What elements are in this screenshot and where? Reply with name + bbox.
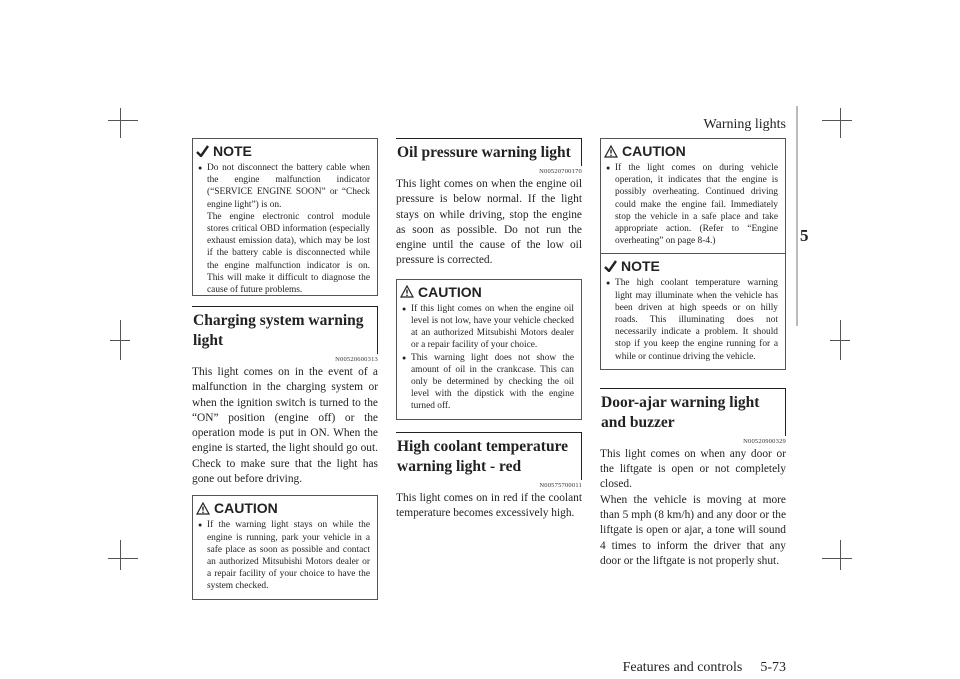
column-2 bbox=[396, 138, 582, 521]
note-box bbox=[192, 138, 378, 296]
body-text-charging: This light comes on in the event of a malfunction in the charging system or when the ignition switch is turned to the “ON” position (engine off) or the operation mode is put in ON. When the engine is started, the light should go out. Check to make sure that the light has gone out before driving. bbox=[192, 366, 378, 486]
page-footer bbox=[623, 660, 786, 676]
crop-mark bbox=[108, 120, 138, 121]
note-heading bbox=[196, 143, 370, 159]
crop-mark bbox=[110, 340, 130, 341]
crop-mark bbox=[108, 558, 138, 559]
section-name: Features and controls bbox=[622, 660, 743, 675]
caution-box bbox=[600, 138, 786, 254]
note-heading bbox=[604, 258, 778, 274]
body-text-oil: This light comes on when the engine oil pressure is below normal. If the light stays on while driving, stop the engine as soon as possible. Do not run the engine until the cause of the low oil pressure is corrected. bbox=[396, 178, 582, 267]
column-3 bbox=[600, 138, 786, 569]
warning-triangle-icon bbox=[400, 285, 414, 298]
caution-label: CAUTION bbox=[214, 500, 278, 517]
caution-box bbox=[396, 279, 582, 420]
crop-mark bbox=[840, 108, 841, 138]
caution-item: ● If the light comes on during vehicle operation, it indicates that the engine is possibly overheating. Continued driving could make the engine fail. Immediately stop the vehicle in a safe place and take appropriate action. (Refer to “Engine overheating” on page 8-4.) bbox=[606, 162, 778, 247]
column-1 bbox=[192, 138, 378, 600]
note-check-icon bbox=[196, 145, 209, 157]
note-label: NOTE bbox=[621, 258, 660, 275]
note-text: Do not disconnect the battery cable when the engine malfunction indicator (“SERVICE ENGINE SOON” or “Check engine light”) is on. bbox=[207, 163, 370, 210]
caution-item: ● This warning light does not show the amount of oil in the crankcase. This can only be determined by checking the oil level with the dipstick with the engine turned off. bbox=[402, 352, 574, 413]
caution-box bbox=[192, 495, 378, 599]
crop-mark bbox=[120, 540, 121, 570]
body-text-door-ajar-2: When the vehicle is moving at more than 5 mph (8 km/h) and any door or the liftgate is open or ajar, a tone will sound 4 times to inform the driver that any door or the liftgate is not properly shut. bbox=[600, 493, 786, 567]
note-item: ● The high coolant temperature warning light may illuminate when the vehicle has been driven at high speeds or on hilly roads. This illuminating does not necessarily indicate a problem. It should stop if you keep the engine running for a while or continue driving the vehicle. bbox=[606, 277, 778, 362]
crop-mark bbox=[830, 340, 850, 341]
section-title-door-ajar: Door-ajar warning light and buzzer bbox=[600, 388, 786, 436]
crop-mark bbox=[840, 540, 841, 570]
warning-triangle-icon bbox=[604, 145, 618, 158]
doc-code: N00575700011 bbox=[539, 481, 582, 489]
crop-mark bbox=[822, 558, 852, 559]
caution-heading bbox=[400, 284, 574, 300]
crop-mark bbox=[120, 108, 121, 138]
body-text-coolant: This light comes on in red if the coolant temperature becomes excessively high. bbox=[396, 491, 582, 519]
page-header-title: Warning lights bbox=[703, 117, 786, 132]
caution-heading bbox=[196, 500, 370, 516]
caution-label: CAUTION bbox=[622, 143, 686, 159]
doc-code: N00520900329 bbox=[743, 437, 786, 445]
doc-code: N00520600313 bbox=[335, 356, 378, 363]
note-label: NOTE bbox=[213, 143, 252, 159]
note-box bbox=[600, 254, 786, 369]
warning-triangle-icon bbox=[196, 502, 210, 515]
chapter-tab-bar bbox=[796, 106, 798, 326]
section-title-oil: Oil pressure warning light bbox=[396, 138, 582, 166]
caution-item: ● If the warning light stays on while the engine is running, park your vehicle in a safe place as soon as possible and contact an authorized Mitsubishi Motors dealer or a repair facility of your choice to have the system checked. bbox=[198, 519, 370, 592]
body-text-door-ajar: This light comes on when any door or the liftgate is open or not completely closed. bbox=[600, 447, 786, 491]
doc-code: N00520700170 bbox=[539, 168, 582, 175]
note-item bbox=[198, 162, 370, 296]
page-number: 5-73 bbox=[760, 660, 786, 675]
caution-heading bbox=[604, 143, 778, 159]
caution-label: CAUTION bbox=[418, 283, 482, 300]
note-check-icon bbox=[604, 260, 617, 272]
note-text-cont: The engine electronic control module stores critical OBD information (especially exhaust emission data), which may be lost if the battery cable is disconnected while the engine malfunction indicator is on. This will make it difficult to diagnose the cause of future problems. bbox=[207, 211, 370, 296]
crop-mark bbox=[822, 120, 852, 121]
section-title-charging: Charging system warning light bbox=[192, 306, 378, 354]
chapter-tab-number: 5 bbox=[800, 226, 809, 245]
section-title-coolant: High coolant temperature warning light - red bbox=[396, 432, 582, 480]
caution-item: ● If this light comes on when the engine oil level is not low, have your vehicle checked at an authorized Mitsubishi Motors dealer or a repair facility of your choice. bbox=[402, 303, 574, 352]
